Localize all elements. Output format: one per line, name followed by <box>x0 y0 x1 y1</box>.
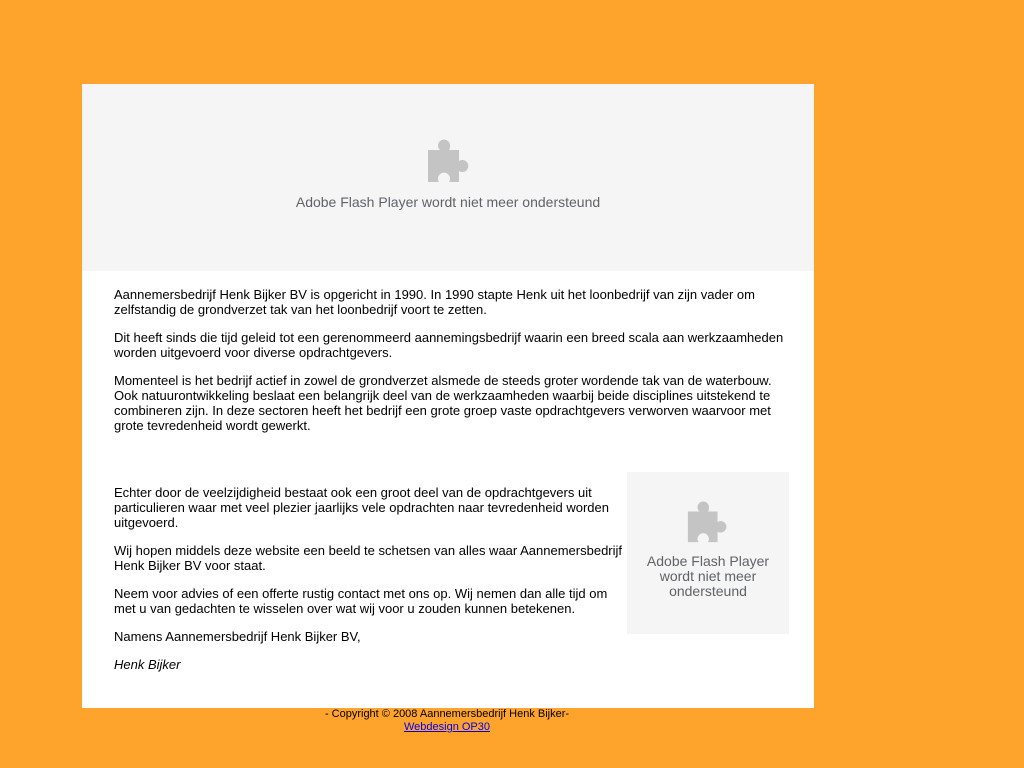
intro-paragraph: Momenteel is het bedrijf actief in zowel de grondverzet alsmede de steeds groter wordende tak van de waterbouw. Ook natuurontwikkeling beslaat een belangrijk deel van de werkzaamheden waarbij beide disciplines uitstekend te combineren zijn. In deze sectoren heeft het bedrijf een grote groep vaste opdrachtgevers verworven waarvoor met grote tevredenheid wordt gewerkt. <box>114 373 772 433</box>
puzzle-piece-icon <box>426 138 472 184</box>
body-paragraph: Neem voor advies of een offerte rustig contact met ons op. Wij nemen dan alle tijd om met u van gedachten te wisselen over wat wij voor u zouden kunnen betekenen. <box>114 586 608 616</box>
contact-text <box>114 485 626 685</box>
flash-banner-placeholder <box>82 84 814 271</box>
closing-line: Namens Aannemersbedrijf Henk Bijker BV, <box>114 629 361 644</box>
flash-unsupported-message: Adobe Flash Player wordt niet meer ondersteund <box>295 194 601 210</box>
signature: Henk Bijker <box>114 657 181 672</box>
webdesign-link[interactable]: Webdesign OP30 <box>403 721 491 733</box>
intro-paragraph: Aannemersbedrijf Henk Bijker BV is opgericht in 1990. In 1990 stapte Henk uit het loonbedrijf van zijn vader om zelfstandig de grondverzet tak van het loonbedrijf voort te zetten. <box>114 287 755 317</box>
intro-paragraph: Dit heeft sinds die tijd geleid tot een gerenommeerd aannemingsbedrijf waarin een breed scala aan werkzaamheden worden uitgevoerd voor diverse opdrachtgevers. <box>114 330 784 360</box>
content-panel <box>82 84 814 708</box>
puzzle-piece-icon <box>686 500 730 544</box>
intro-text <box>114 287 786 446</box>
flash-unsupported-message: Adobe Flash Player wordt niet meer ondersteund <box>646 553 770 599</box>
copyright-text: - Copyright © 2008 Aannemersbedrijf Henk Bijker- <box>324 708 570 720</box>
footer <box>247 708 647 734</box>
body-paragraph: Echter door de veelzijdigheid bestaat ook een groot deel van de opdrachtgevers uit particulieren waar met veel plezier jaarlijks vele opdrachten naar tevredenheid worden uitgevoerd. <box>114 485 609 530</box>
body-paragraph: Wij hopen middels deze website een beeld te schetsen van alles waar Aannemersbedrijf Henk Bijker BV voor staat. <box>114 543 623 573</box>
flash-side-placeholder <box>627 472 789 634</box>
